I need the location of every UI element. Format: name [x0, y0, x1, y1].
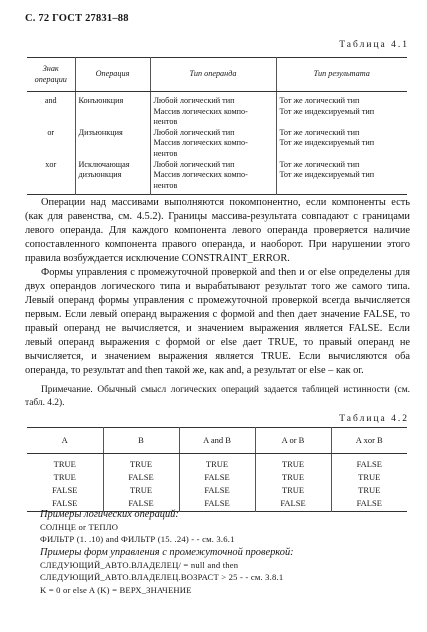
result-type-line: Тот же логический тип: [279, 159, 360, 169]
table-4-2-caption: Таблица 4.2: [339, 414, 409, 424]
operation-name: Дизъюнкция: [75, 128, 150, 160]
table-cell: FALSE: [331, 497, 407, 512]
table-row: [27, 484, 407, 497]
operand-type-line: Любой логический тип: [153, 159, 235, 169]
result-type-line: Тот же индексируемый тип: [279, 106, 375, 116]
table-cell: TRUE: [255, 454, 331, 472]
table-cell: TRUE: [179, 454, 255, 472]
operand-type-line: Массив логических компо-: [153, 106, 248, 116]
table-cell: TRUE: [103, 454, 179, 472]
paragraph-array-operations: Операции над массивами выполняются покомпонентно, если компоненты есть (как для равенства, см. 4.5.2). Границы массива-результата совпадают с границами левого операнда. Для каждого компонента левого операнда проверяется наличие сопоставленного компонента правого операнда, и наоборот. При нарушении этого правила возбуждается исключение CONSTRAINT_ERROR.: [25, 197, 410, 264]
result-type: [276, 92, 407, 128]
operation-sign: xor: [27, 160, 75, 195]
result-type-line: Тот же индексируемый тип: [279, 170, 375, 180]
note-text: Примечание. Обычный смысл логических операций задается таблицей истинности (см. табл. 4.2).: [25, 385, 410, 408]
result-type-line: Тот же логический тип: [279, 96, 360, 105]
example-line: СОЛНЦЕ or ТЕПЛО: [40, 522, 119, 532]
column-header-sign: Знак операции: [27, 58, 75, 92]
operation-name: Исключающая дизъюнкция: [75, 160, 150, 195]
result-type-line: Тот же логический тип: [279, 127, 360, 137]
table-cell: TRUE: [331, 484, 407, 497]
column-header-a: A: [27, 428, 103, 454]
truth-table: [27, 427, 407, 512]
column-header-a-and-b: A and B: [179, 428, 255, 454]
example-line: K = 0 or else A (K) = ВЕРХ_ЗНАЧЕНИЕ: [40, 584, 192, 595]
examples-heading-control-forms: Примеры форм управления с промежуточной проверкой:: [40, 546, 294, 558]
body-text: [25, 196, 410, 378]
operations-table: [27, 57, 407, 195]
table-cell: FALSE: [255, 497, 331, 512]
operand-type-line: Массив логических компо-: [153, 138, 248, 148]
table-cell: TRUE: [255, 484, 331, 497]
table-cell: FALSE: [331, 454, 407, 472]
table-cell: TRUE: [103, 484, 179, 497]
operand-type: [150, 128, 276, 160]
operand-type-line: Любой логический тип: [153, 96, 235, 105]
table-cell: FALSE: [179, 471, 255, 484]
table-cell: TRUE: [27, 454, 103, 472]
table-cell: TRUE: [27, 471, 103, 484]
examples-section: [40, 508, 410, 596]
column-header-b: B: [103, 428, 179, 454]
operand-type: [150, 92, 276, 128]
result-type: [276, 128, 407, 160]
table-cell: FALSE: [103, 471, 179, 484]
column-header-a-or-b: A or B: [255, 428, 331, 454]
table-cell: FALSE: [27, 484, 103, 497]
operand-type: [150, 160, 276, 195]
operation-sign: or: [27, 128, 75, 160]
operand-type-line: Массив логических компо-: [153, 170, 248, 180]
table-cell: FALSE: [179, 484, 255, 497]
column-header-operation: Операция: [75, 58, 150, 92]
table-row: [27, 128, 407, 160]
operand-type-line: нентов: [153, 148, 178, 158]
result-type: [276, 160, 407, 195]
table-row: [27, 471, 407, 484]
column-header-result-type: Тип результата: [276, 58, 407, 92]
operand-type-line: нентов: [153, 180, 178, 190]
example-line: СЛЕДУЮЩИЙ_АВТО.ВЛАДЕЛЕЦ/ = null and then: [40, 559, 239, 570]
result-type-line: Тот же индексируемый тип: [279, 138, 375, 148]
table-row: [27, 92, 407, 128]
column-header-a-xor-b: A xor B: [331, 428, 407, 454]
column-header-operand-type: Тип операнда: [150, 58, 276, 92]
page-header: С. 72 ГОСТ 27831–88: [25, 13, 129, 24]
example-line: ФИЛЬТР (1. .10) and ФИЛЬТР (15. .24) - - см. 3.6.1: [40, 534, 235, 545]
table-cell: TRUE: [255, 471, 331, 484]
paragraph-short-circuit-forms: Формы управления с промежуточной проверкой and then и or else определены для двух операндов логического типа и вырабатывают результат того же самого типа. Левый операнд формы управления с промежуточной проверкой всегда вычисляется первым. Если левый операнд выражения с формой and then дает значение FALSE, то правый операнд не вычисляется, и значением выражения является FALSE. Если левый операнд выражения с формой or else дает TRUE, то правый операнд не вычисляется, и значением выражения является TRUE. Если вычисляются оба операнда, то результат and then такой же, как and, а результат or else – как or.: [25, 267, 410, 376]
table-row: [27, 160, 407, 195]
operation-name: Конъюнкция: [75, 92, 150, 128]
note: [25, 384, 410, 409]
examples-heading-logical: Примеры логических операций:: [40, 509, 179, 520]
operand-type-line: нентов: [153, 117, 178, 127]
table-cell: TRUE: [331, 471, 407, 484]
table-cell: FALSE: [103, 497, 179, 512]
table-cell: FALSE: [179, 497, 255, 512]
operation-sign: and: [27, 92, 75, 128]
table-cell: FALSE: [27, 497, 103, 512]
table-row: [27, 454, 407, 472]
table-4-1-caption: Таблица 4.1: [339, 40, 409, 50]
example-line: СЛЕДУЮЩИЙ_АВТО.ВЛАДЕЛЕЦ.ВОЗРАСТ > 25 - - см. 3.8.1: [40, 572, 284, 583]
operand-type-line: Любой логический тип: [153, 127, 235, 137]
